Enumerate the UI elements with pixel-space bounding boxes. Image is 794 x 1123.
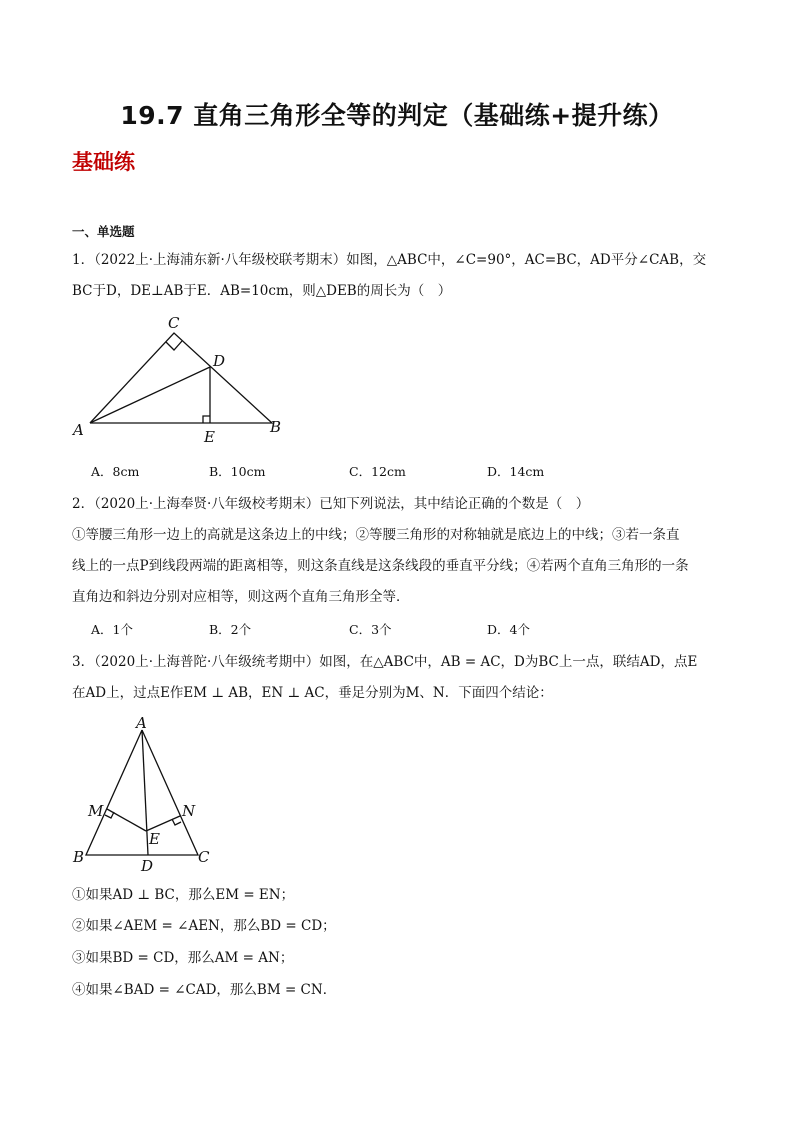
- q1-label-d: D: [213, 352, 226, 370]
- q3-statement-3: ③如果BD = CD，那么AM = AN；: [72, 950, 294, 966]
- q3-segment-ad: [142, 730, 148, 855]
- q1-text-line-1: 1．（2022上·上海浦东新·八年级校联考期末）如图，△ABC中，∠C=90°，AC=BC，AD平分∠CAB，交: [72, 252, 707, 268]
- section-heading: 基础练: [72, 149, 135, 174]
- q3-label-m: M: [88, 802, 104, 820]
- q1-text-line-2: BC于D，DE⊥AB于E．AB=10cm，则△DEB的周长为（ ）: [72, 283, 452, 299]
- q3-label-b: B: [73, 848, 85, 866]
- q3-triangle-outline: [86, 730, 198, 855]
- q1-label-a: A: [73, 421, 84, 439]
- q2-option-c[interactable]: C．3个: [349, 622, 392, 637]
- subsection-heading: 一、单选题: [72, 224, 135, 239]
- q1-label-b: B: [270, 418, 282, 436]
- q3-statement-1: ①如果AD ⊥ BC，那么EM = EN；: [72, 887, 295, 903]
- q2-text-line-1: 2．（2020上·上海奉贤·八年级校考期末）已知下列说法，其中结论正确的个数是（ ）: [72, 496, 590, 512]
- q1-label-e: E: [204, 428, 215, 446]
- q3-statement-2: ②如果∠AEM = ∠AEN，那么BD = CD；: [72, 918, 336, 934]
- q1-triangle-outline: [90, 333, 272, 423]
- q3-label-e: E: [149, 830, 160, 848]
- q3-label-a: A: [136, 714, 147, 732]
- q2-text-line-4: 直角边和斜边分别对应相等，则这两个直角三角形全等．: [72, 589, 410, 605]
- q2-text-line-3: 线上的一点P到线段两端的距离相等，则这条直线是这条线段的垂直平分线；④若两个直角三角形的一条: [72, 558, 689, 574]
- q2-option-a[interactable]: A．1个: [91, 622, 133, 637]
- q1-option-b[interactable]: B．10cm: [209, 464, 266, 479]
- q1-segment-ad: [90, 367, 210, 423]
- q2-option-b[interactable]: B．2个: [209, 622, 252, 637]
- q1-label-c: C: [168, 314, 180, 332]
- q1-right-angle-e: [203, 416, 210, 423]
- q3-label-c: C: [198, 848, 210, 866]
- q2-option-d[interactable]: D．4个: [487, 622, 530, 637]
- q3-label-d: D: [141, 857, 154, 875]
- q1-triangle-figure: [60, 305, 300, 455]
- q3-right-angle-n: [172, 819, 181, 825]
- q3-text-line-2: 在AD上，过点E作EM ⊥ AB，EN ⊥ AC，垂足分别为M、N．下面四个结论：: [72, 685, 553, 701]
- page-title: 19.7 直角三角形全等的判定（基础练+提升练）: [120, 101, 674, 130]
- q1-option-a[interactable]: A．8cm: [91, 464, 140, 479]
- q1-option-c[interactable]: C．12cm: [349, 464, 406, 479]
- q2-text-line-2: ①等腰三角形一边上的高就是这条边上的中线；②等腰三角形的对称轴就是底边上的中线；③若一条直: [72, 527, 680, 543]
- q3-label-n: N: [182, 802, 196, 820]
- q1-option-d[interactable]: D．14cm: [487, 464, 545, 479]
- q1-right-angle-c: [166, 341, 182, 350]
- q3-statement-4: ④如果∠BAD = ∠CAD，那么BM = CN．: [72, 982, 337, 998]
- q3-triangle-figure: [60, 712, 230, 877]
- q3-segment-em: [107, 809, 146, 831]
- q3-text-line-1: 3．（2020上·上海普陀·八年级统考期中）如图，在△ABC中，AB = AC，D为BC上一点，联结AD，点E: [72, 654, 698, 670]
